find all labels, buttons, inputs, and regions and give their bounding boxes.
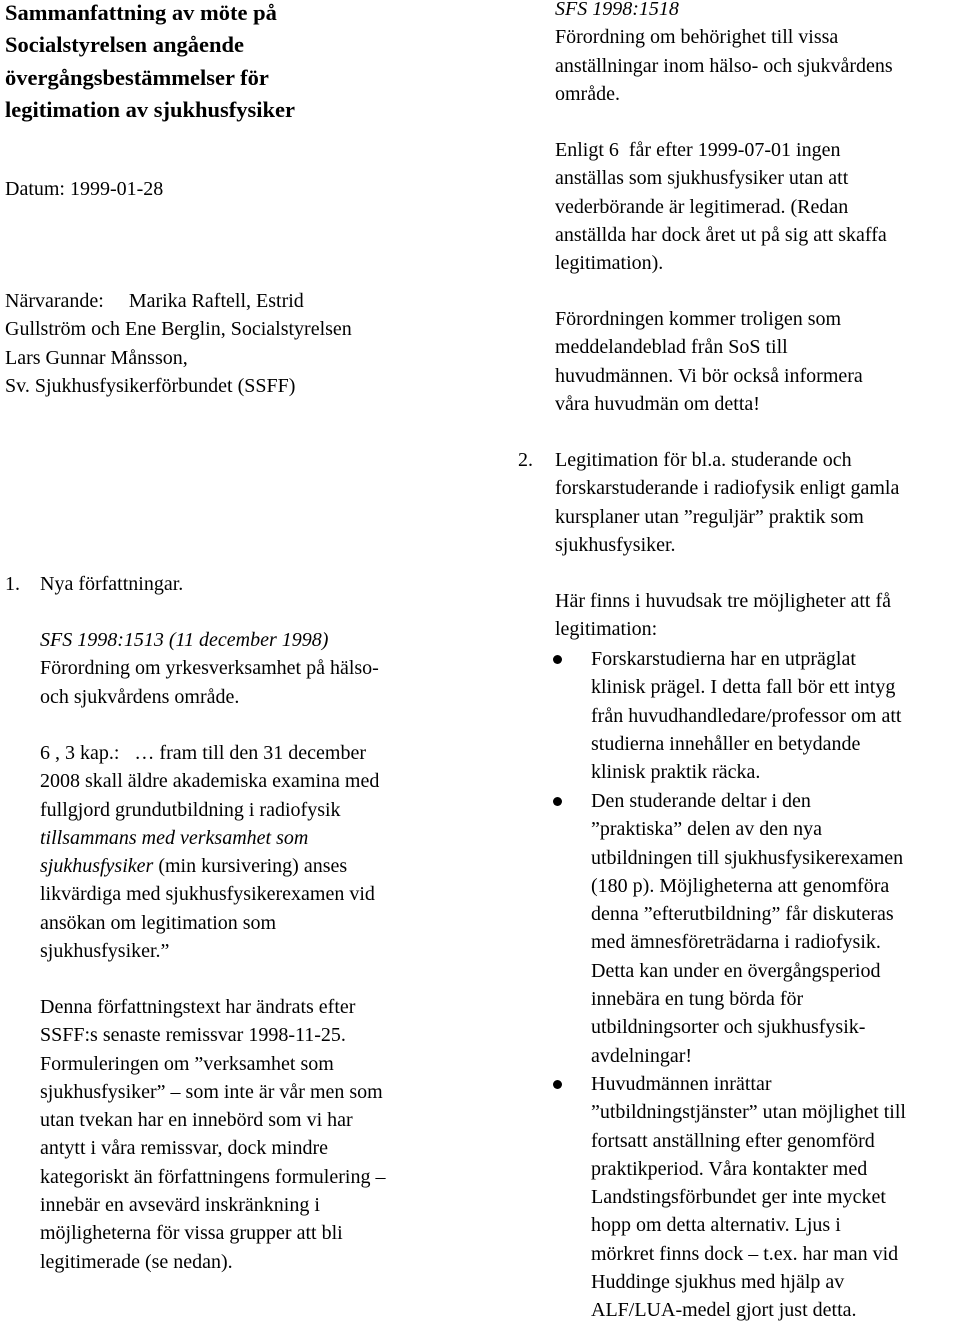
quote-italic-text: sjukhusfysiker [40,855,154,878]
forordningen-line: meddelandeblad från SoS till [555,336,788,359]
document-title [5,0,295,126]
bullet-line: Den studerande deltar i den [591,790,811,812]
bullet-item [591,645,901,786]
quote-line: 2008 skall äldre akademiska examina med [40,770,380,793]
bullet-line: innebära en tung börda för [591,988,804,1011]
bullet-line: klinisk prägel. I detta fall bör ett intyg [591,676,896,699]
forordningen-line: våra huvudmän om detta! [555,392,760,415]
bullet-line: praktikperiod. Våra kontakter med [591,1157,868,1180]
forordningen-line: huvudmännen. Vi bör också informera [555,364,863,387]
section-1-number: 1. [5,573,20,595]
comment-line: kategoriskt än författningens formulering – [40,1165,386,1188]
bullet-line: denna ”efterutbildning” får diskuteras [591,903,894,926]
bullet-dot [553,1080,562,1089]
bullet-dot [553,797,562,806]
bullet-line: hopp om detta alternativ. Ljus i [591,1214,841,1237]
comment-line: möjligheterna för vissa grupper att bli [40,1222,343,1245]
section-2-heading [555,446,899,559]
bullet-line: med ämnesföreträdarna i radiofysik. [591,931,881,954]
attendees-line: Lars Gunnar Månsson, [5,346,188,369]
quote-line: ansökan om legitimation som [40,911,277,934]
bullet-line: ALF/LUA-medel gjort just detta. [591,1299,857,1322]
bullet-line: fortsatt anställning efter genomförd [591,1129,875,1152]
bullet-line: mörkret finns dock – t.ex. har man vid [591,1242,899,1265]
sfs-1518-desc-line: område. [555,82,620,105]
quote-block [40,739,379,965]
quote-text: (min kursivering) anses [153,855,348,878]
bullet-line: Huddinge sjukhus med hjälp av [591,1271,845,1294]
comment-line: Denna författningstext har ändrats efter [40,996,356,1018]
enligt-line: anställda har dock året ut på sig att skaffa [555,223,887,246]
quote-line: likvärdiga med sjukhusfysikerexamen vid [40,883,375,906]
quote-line: fullgjord grundutbildning i radiofysik [40,798,341,821]
section-2-heading-line: Legitimation för bl.a. studerande och [555,449,852,471]
comment-line: SSFF:s senaste remissvar 1998-11-25. [40,1024,346,1047]
sfs-1513-desc-line: Förordning om yrkesverksamhet på hälso- [40,657,379,680]
section-1-heading: Nya författningar. [40,573,184,595]
section-2-intro [555,587,891,644]
bullet-line: Forskarstudierna har en utpräglat [591,648,856,670]
bullet-line: utbildningsorter och sjukhusfysik- [591,1016,866,1039]
enligt-line: anställas som sjukhusfysiker utan att [555,167,849,190]
bullet-line: ”utbildningstjänster” utan möjlighet till [591,1101,906,1124]
bullet-item [591,1070,906,1325]
section-2-heading-line: kursplaner utan ”reguljär” praktik som [555,505,864,528]
bullet-line: ”praktiska” delen av den nya [591,818,823,841]
comment-line: Formuleringen om ”verksamhet som [40,1052,334,1075]
bullet-dot [553,655,562,664]
enligt-line: vederbörande är legitimerad. (Redan [555,195,849,218]
enligt-line: legitimation). [555,252,664,275]
title-line: övergångsbestämmelser för [5,64,269,90]
quote-line [40,852,379,880]
enligt-block [555,136,887,277]
meeting-date: Datum: 1999-01-28 [5,178,164,200]
bullet-line: Huvudmännen inrättar [591,1073,772,1095]
sfs-1518-block [555,0,893,108]
section-2-number: 2. [518,449,533,471]
intro-line: legitimation: [555,618,658,641]
bullet-line: klinisk praktik räcka. [591,761,761,784]
intro-line: Här finns i huvudsak tre möjligheter att få [555,590,892,612]
quote-line: sjukhusfysiker.” [40,940,170,963]
sfs-1513-heading: SFS 1998:1513 (11 december 1998) [40,629,329,651]
comment-line: antytt i våra remissvar, dock mindre [40,1137,328,1160]
comment-line: innebär en avsevärd inskränkning i [40,1194,320,1217]
title-line: Socialstyrelsen angående [5,32,244,58]
bullet-line: från huvudhandledare/professor om att [591,704,902,727]
quote-line-italic: tillsammans med verksamhet som [40,826,309,849]
sfs-1513-desc-line: och sjukvårdens område. [40,685,240,708]
bullet-line: utbildningen till sjukhusfysikerexamen [591,846,904,869]
forordningen-block [555,305,863,418]
enligt-line: Enligt 6 får efter 1999-07-01 ingen [555,139,841,161]
attendees-line: Gullström och Ene Berglin, Socialstyrelsen [5,318,352,341]
sfs-1518-desc-line: anställningar inom hälso- och sjukvårdens [555,54,893,77]
bullet-line: Landstingsförbundet ger inte mycket [591,1186,886,1209]
attendees-line: Sv. Sjukhusfysikerförbundet (SSFF) [5,374,296,397]
comment-line: utan tvekan har en innebörd som vi har [40,1109,353,1132]
sfs-1518-heading: SFS 1998:1518 [555,0,679,20]
forordningen-line: Förordningen kommer troligen som [555,308,842,330]
bullet-item [591,787,903,1070]
attendees [5,287,352,400]
title-line: legitimation av sjukhusfysiker [5,96,296,122]
bullet-line: avdelningar! [591,1044,693,1067]
comment-line: legitimerade (se nedan). [40,1250,233,1273]
title-line: Sammanfattning av möte på [5,0,277,25]
section-2-heading-line: forskarstuderande i radiofysik enligt gamla [555,477,900,500]
bullet-line: studierna innehåller en betydande [591,732,861,755]
attendees-line: Närvarande: Marika Raftell, Estrid [5,290,304,312]
comment-line: sjukhusfysiker” – som inte är vår men som [40,1080,383,1103]
comment-block [40,993,385,1276]
section-2-heading-line: sjukhusfysiker. [555,533,676,556]
quote-line: 6 , 3 kap.: … fram till den 31 december [40,742,367,764]
bullet-line: Detta kan under en övergångsperiod [591,959,881,982]
sfs-1518-desc-line: Förordning om behörighet till vissa [555,26,839,49]
sfs-1513-block [40,626,379,711]
bullet-line: (180 p). Möjligheterna att genomföra [591,874,890,897]
